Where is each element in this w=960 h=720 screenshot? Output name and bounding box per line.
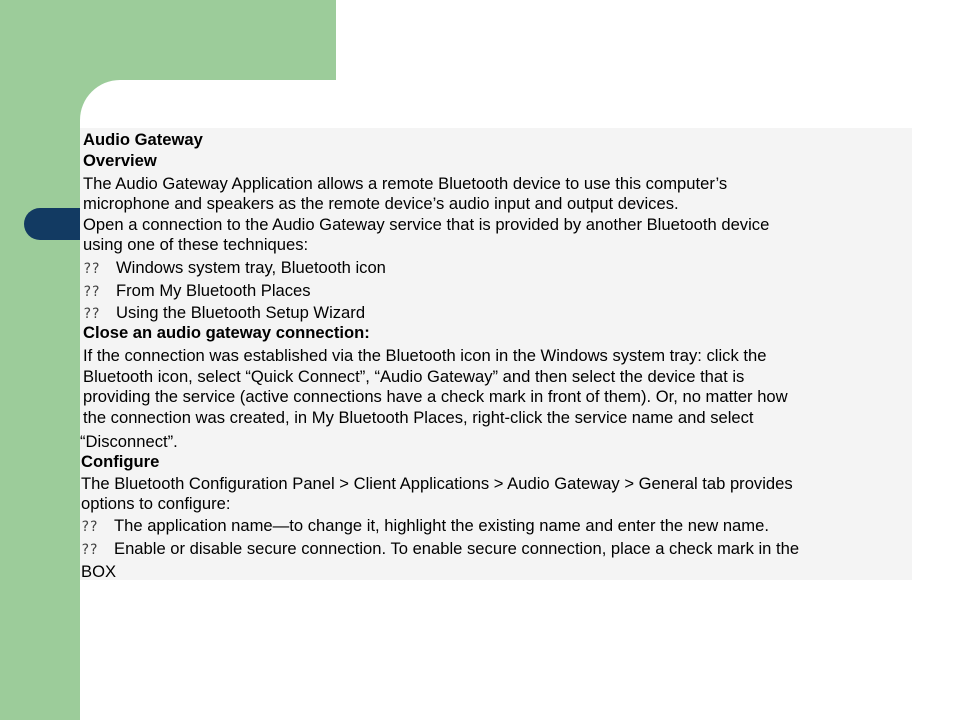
option-text: Enable or disable secure connection. To enable secure connection, place a check mark in the [114,539,800,558]
overview-line: The Audio Gateway Application allows a remote Bluetooth device to use this computer’s [83,174,728,193]
configure-line: The Bluetooth Configuration Panel > Client Applications > Audio Gateway > General tab provides [81,474,793,493]
close-line: If the connection was established via the Bluetooth icon in the Windows system tray: click the [83,346,767,365]
close-line: Bluetooth icon, select “Quick Connect”, “Audio Gateway” and then select the device that is [83,367,745,386]
option-text: The application name—to change it, highlight the existing name and enter the new name. [114,516,769,535]
option-item [81,516,769,537]
configure-heading: Configure [81,452,160,471]
option-item [81,539,799,560]
overview-heading: Overview [83,151,157,170]
close-line: “Disconnect”. [80,432,178,451]
technique-text: From My Bluetooth Places [116,281,311,300]
top-green-band [80,0,336,80]
bullet-mark: ?? [81,542,98,558]
bullet-mark: ?? [83,306,100,322]
close-line: providing the service (active connections have a check mark in front of them). Or, no matter how [83,387,788,406]
box-word: BOX [81,562,117,581]
close-heading: Close an audio gateway connection: [83,323,370,342]
document-image [80,128,912,580]
technique-item [83,303,365,324]
configure-line: options to configure: [81,494,231,513]
bullet-mark: ?? [83,261,100,277]
doc-title: Audio Gateway [83,130,203,149]
overview-line: Open a connection to the Audio Gateway service that is provided by another Bluetooth device [83,215,770,234]
overview-line: using one of these techniques: [83,235,309,254]
close-line: the connection was created, in My Bluetooth Places, right-click the service name and select [83,408,754,427]
left-green-band [0,0,80,720]
bullet-mark: ?? [81,519,98,535]
bullet-mark: ?? [83,284,100,300]
technique-item [83,281,311,302]
navy-accent-tab [24,208,80,240]
technique-text: Using the Bluetooth Setup Wizard [116,303,366,322]
technique-text: Windows system tray, Bluetooth icon [116,258,386,277]
overview-line: microphone and speakers as the remote device’s audio input and output devices. [83,194,679,213]
technique-item [83,258,386,279]
